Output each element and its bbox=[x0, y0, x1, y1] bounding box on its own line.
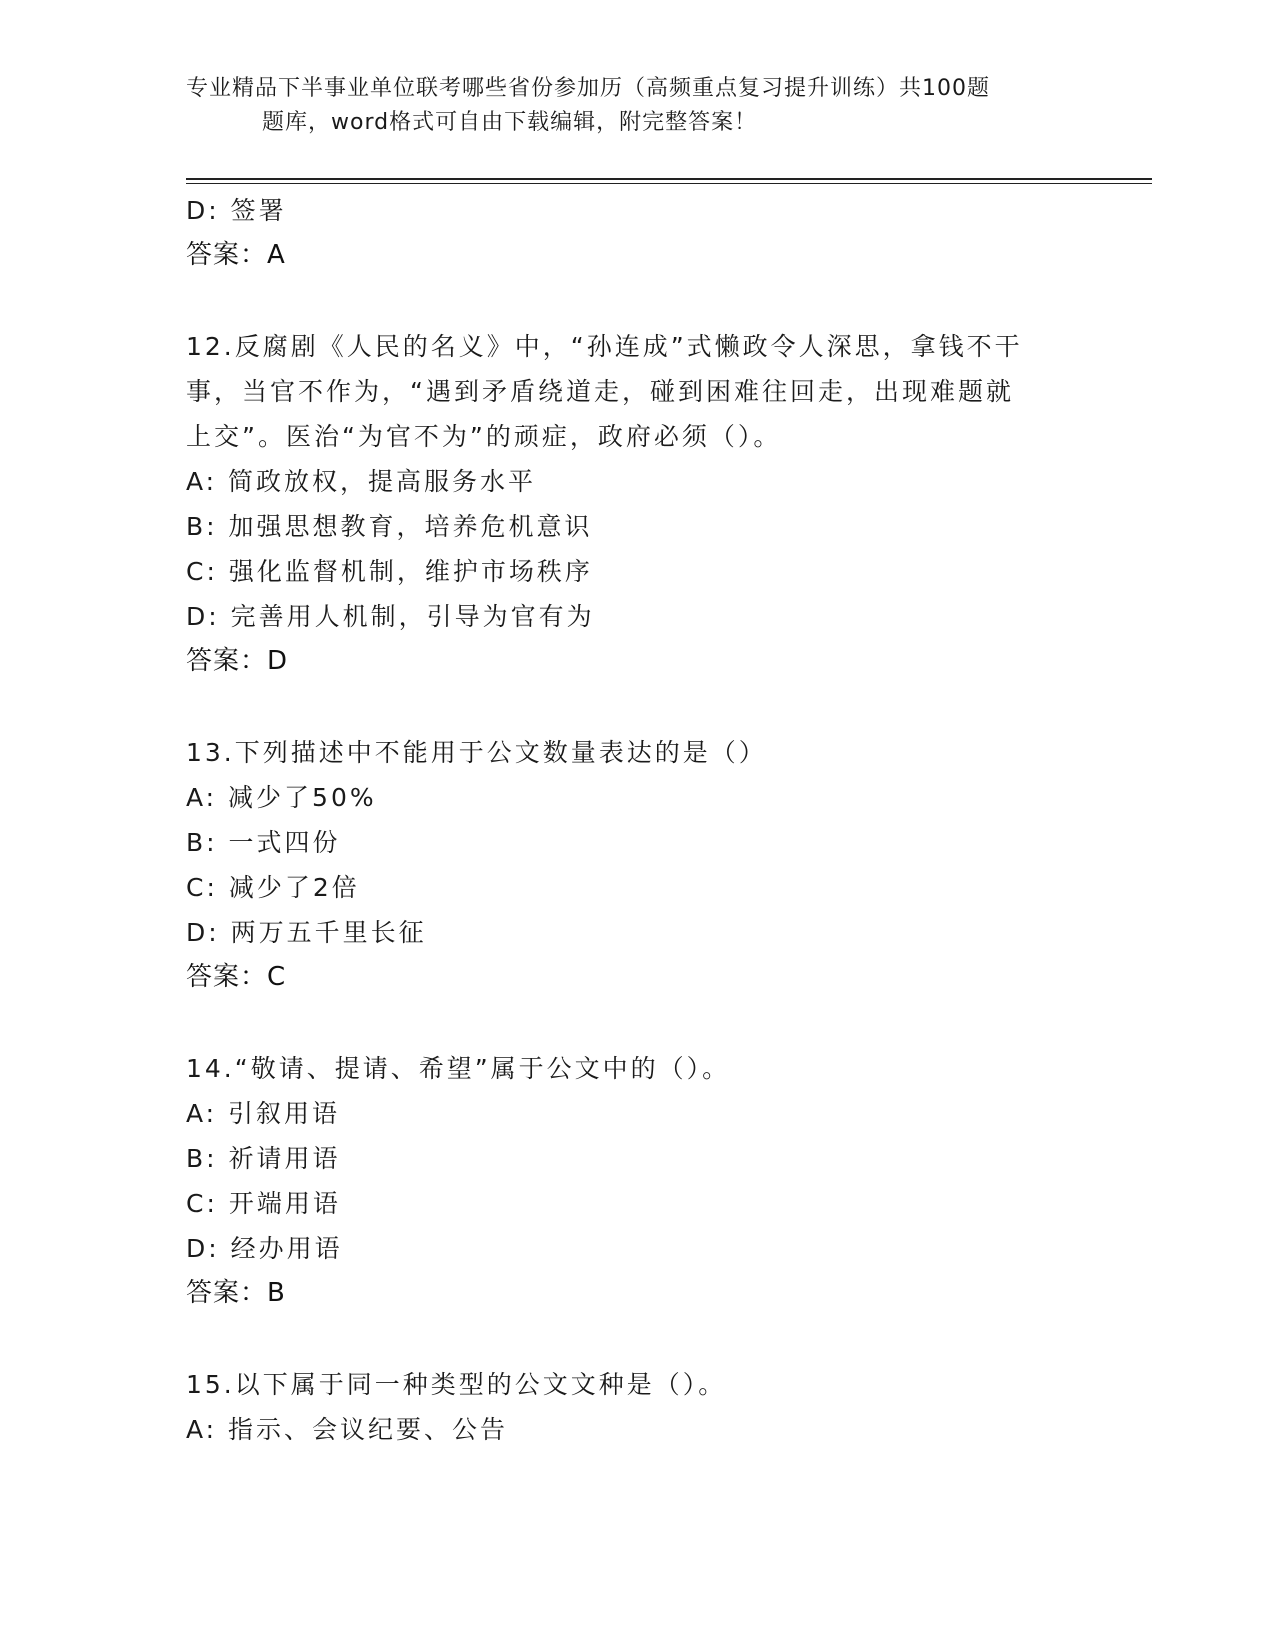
answer: 答案：A bbox=[186, 240, 286, 270]
question-text: 14.“敬请、提请、希望”属于公文中的（）。 bbox=[186, 1054, 731, 1083]
option-d: D: 完善用人机制，引导为官有为 bbox=[186, 602, 595, 631]
answer: 答案：D bbox=[186, 646, 289, 676]
option-d: D: 经办用语 bbox=[186, 1234, 343, 1263]
header-rule-thick bbox=[186, 178, 1152, 180]
question-12 bbox=[186, 324, 1086, 684]
question-text: 13.下列描述中不能用于公文数量表达的是（） bbox=[186, 738, 767, 767]
question-text: 12.反腐剧《人民的名义》中，“孙连成”式懒政令人深思，拿钱不干 bbox=[186, 332, 1023, 361]
answer: 答案：B bbox=[186, 1278, 286, 1308]
option-c: C: 强化监督机制，维护市场秩序 bbox=[186, 557, 593, 586]
question-13 bbox=[186, 730, 1086, 1000]
option-c: C: 开端用语 bbox=[186, 1189, 341, 1218]
option-d: D: 两万五千里长征 bbox=[186, 918, 427, 947]
header-title-line1: 专业精品下半事业单位联考哪些省份参加历（高频重点复习提升训练）共100题 bbox=[186, 76, 990, 101]
option-b: B: 祈请用语 bbox=[186, 1144, 341, 1173]
document-body bbox=[186, 188, 1086, 1452]
question-text: 15.以下属于同一种类型的公文文种是（）。 bbox=[186, 1370, 727, 1399]
header-rule-thin bbox=[186, 183, 1152, 184]
question-14 bbox=[186, 1046, 1086, 1316]
option-c: C: 减少了2倍 bbox=[186, 873, 360, 902]
question-15 bbox=[186, 1362, 1086, 1452]
option-d: D: 签署 bbox=[186, 196, 287, 225]
answer: 答案：C bbox=[186, 962, 287, 992]
option-b: B: 加强思想教育，培养危机意识 bbox=[186, 512, 593, 541]
option-b: B: 一式四份 bbox=[186, 828, 341, 857]
option-a: A: 减少了50% bbox=[186, 783, 377, 812]
header-title-line2: 题库，word格式可自由下载编辑，附完整答案！ bbox=[262, 110, 758, 135]
question-text: 事，当官不作为，“遇到矛盾绕道走，碰到困难往回走，出现难题就 bbox=[186, 377, 1014, 406]
document-header bbox=[186, 72, 1086, 140]
question-text: 上交”。医治“为官不为”的顽症，政府必须（）。 bbox=[186, 422, 782, 451]
option-a: A: 引叙用语 bbox=[186, 1099, 341, 1128]
option-a: A: 指示、会议纪要、公告 bbox=[186, 1415, 509, 1444]
option-a: A: 简政放权，提高服务水平 bbox=[186, 467, 537, 496]
